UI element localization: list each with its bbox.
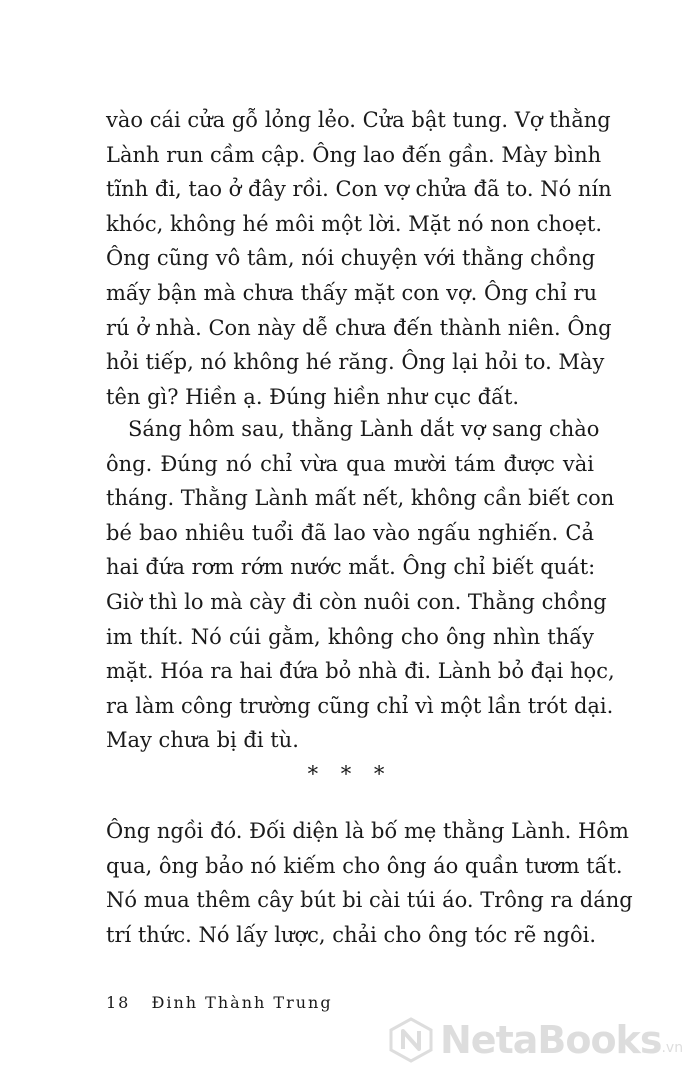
text-line: Ông cũng vô tâm, nói chuyện với thằng chồng bbox=[106, 246, 596, 271]
text-line: Sáng hôm sau, thằng Lành dắt vợ sang chào bbox=[128, 417, 600, 441]
text-line: hỏi tiếp, nó không hé răng. Ông lại hỏi to. Mày bbox=[106, 350, 605, 375]
text-line: May chưa bị đi tù. bbox=[106, 728, 299, 753]
page-footer bbox=[106, 993, 333, 1012]
text-line: im thít. Nó cúi gằm, không cho ông nhìn thấy bbox=[106, 624, 594, 649]
text-line: tên gì? Hiền ạ. Đúng hiền như cục đất. bbox=[106, 384, 520, 409]
text-line: Giờ thì lo mà cày đi còn nuôi con. Thằng chồng bbox=[106, 589, 607, 614]
section-separator: * * * bbox=[307, 762, 393, 786]
text-line: tĩnh đi, tao ở đây rồi. Con vợ chửa đã to. Nó nín bbox=[106, 177, 612, 202]
text-line: ông. Đúng nó chỉ vừa qua mười tám được vài bbox=[106, 451, 594, 476]
page-number: 18 bbox=[106, 993, 131, 1012]
text-line: rú ở nhà. Con này dễ chưa đến thành niên. Ông bbox=[106, 315, 612, 340]
text-line: hai đứa rơm rớm nước mắt. Ông chỉ biết quát: bbox=[106, 555, 596, 580]
text-line: mấy bận mà chưa thấy mặt con vợ. Ông chỉ ru bbox=[106, 280, 598, 305]
text-line: vào cái cửa gỗ lỏng lẻo. Cửa bật tung. Vợ thằng bbox=[106, 108, 611, 132]
watermark-text: NetaBooks bbox=[440, 1018, 662, 1062]
text-line: qua, ông bảo nó kiếm cho ông áo quần tươm tất. bbox=[106, 853, 623, 878]
paragraph-1 bbox=[106, 103, 612, 414]
watermark-suffix: .vn bbox=[661, 1040, 684, 1056]
paragraph-2 bbox=[106, 412, 615, 758]
text-line: khóc, không hé môi một lời. Mặt nó non choẹt. bbox=[106, 211, 603, 236]
text-line: trí thức. Nó lấy lược, chải cho ông tóc rẽ ngôi. bbox=[106, 922, 597, 947]
watermark bbox=[388, 1010, 688, 1070]
text-line: ra làm công trường cũng chỉ vì một lần trót dại. bbox=[106, 693, 614, 718]
text-line: Ông ngồi đó. Đối diện là bố mẹ thằng Lành. Hôm bbox=[106, 819, 629, 843]
author-name: Đinh Thành Trung bbox=[151, 993, 333, 1012]
paragraph-3 bbox=[106, 814, 633, 952]
text-line: Lành run cầm cập. Ông lao đến gần. Mày bình bbox=[106, 142, 602, 167]
text-line: Nó mua thêm cây bút bi cài túi áo. Trông ra dáng bbox=[106, 888, 633, 913]
text-line: tháng. Thằng Lành mất nết, không cần biết con bbox=[106, 486, 615, 511]
text-line: mặt. Hóa ra hai đứa bỏ nhà đi. Lành bỏ đại học, bbox=[106, 659, 615, 684]
text-line: bé bao nhiêu tuổi đã lao vào ngấu nghiến. Cả bbox=[106, 520, 594, 545]
netabooks-logo-icon bbox=[388, 1017, 434, 1063]
